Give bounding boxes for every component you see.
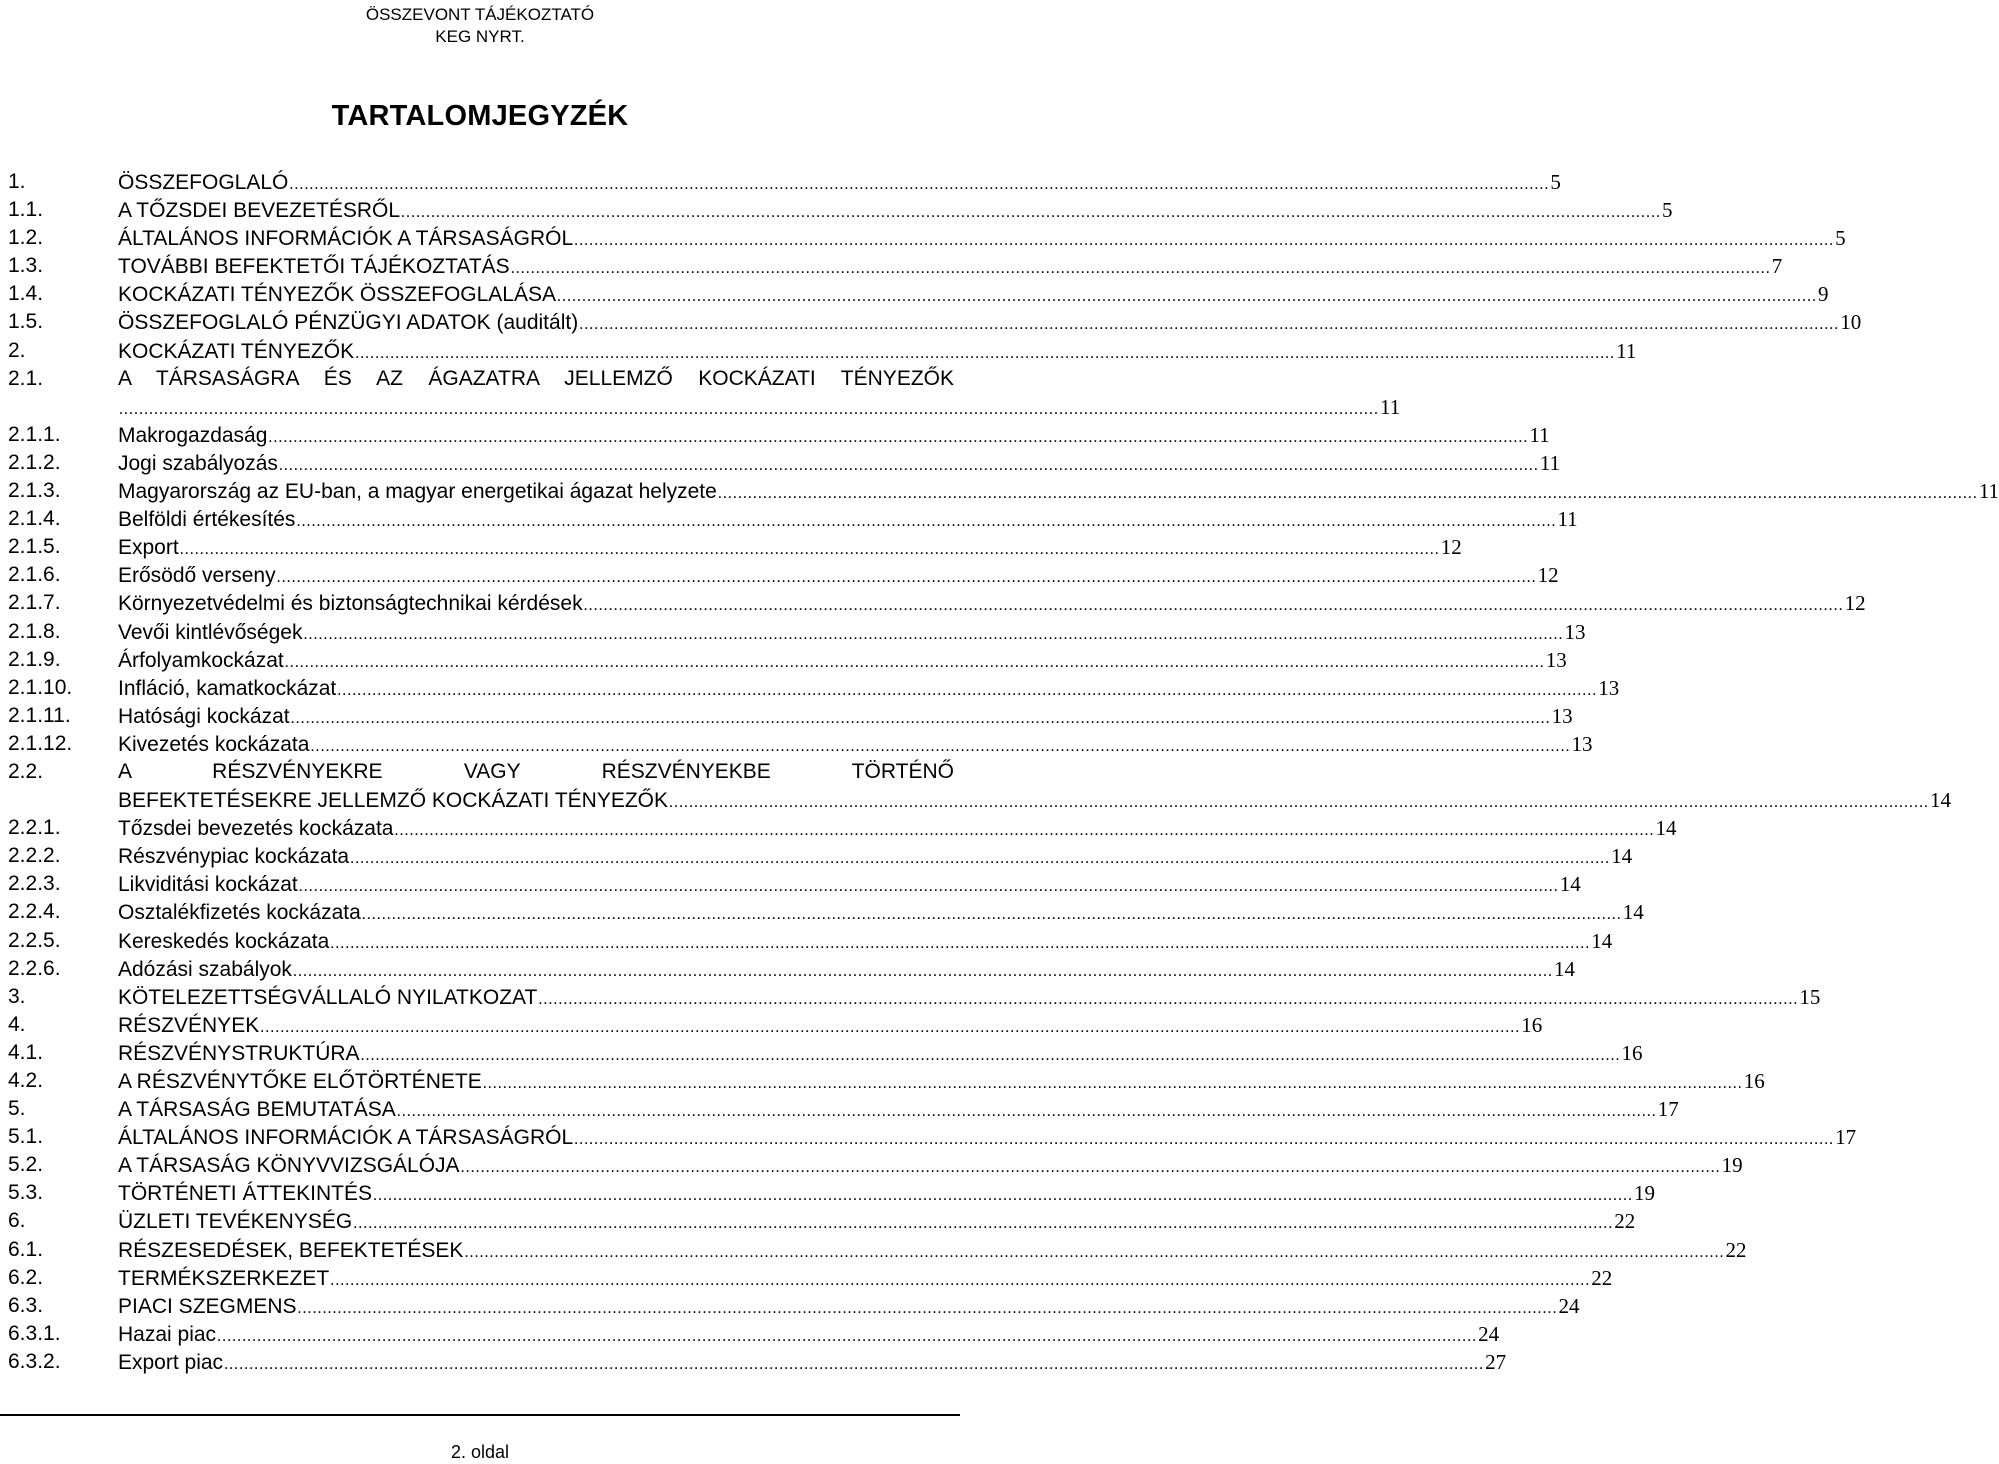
toc-entry-body xyxy=(118,252,1783,283)
toc-entry-number: 1.4. xyxy=(8,282,44,306)
toc-dot-leader xyxy=(718,480,1978,508)
toc-entry-label: Jogi szabályozás xyxy=(118,451,278,475)
toc-entry[interactable] xyxy=(0,393,1401,421)
toc-dot-leader xyxy=(217,1323,1477,1351)
toc-entry-page: 14 xyxy=(1622,900,1644,925)
toc-entry-page: 24 xyxy=(1478,1321,1500,1346)
toc-entry-body xyxy=(118,983,1821,1014)
toc-dot-leader xyxy=(299,873,1559,901)
toc-entry-label: RÉSZVÉNYEK xyxy=(118,1013,260,1037)
toc-entry[interactable] xyxy=(0,1039,1643,1067)
toc-entry-label: RÉSZVÉNYSTRUKTÚRA xyxy=(118,1041,360,1065)
toc-entry-number: 2.2.1. xyxy=(8,816,61,840)
toc-entry[interactable] xyxy=(0,224,1846,252)
toc-entry-label: Hazai piac xyxy=(118,1322,217,1346)
toc-entry-number: 6. xyxy=(8,1209,26,1233)
toc-entry[interactable] xyxy=(0,196,1673,224)
toc-dot-leader xyxy=(310,733,1570,761)
toc-entry-page: 14 xyxy=(1591,928,1613,953)
toc-entry[interactable] xyxy=(0,505,1578,533)
header-company-name: KEG NYRT. xyxy=(435,27,525,46)
toc-entry-number: 5.1. xyxy=(8,1125,44,1149)
toc-entry-label: ÖSSZEFOGLALÓ PÉNZÜGYI ADATOK (auditált) xyxy=(118,311,579,335)
toc-entry[interactable] xyxy=(0,308,1862,336)
toc-entry-body xyxy=(118,1011,1543,1042)
toc-entry-body xyxy=(118,533,1462,564)
toc-entry[interactable] xyxy=(0,1292,1580,1320)
toc-entry-body xyxy=(118,1207,1636,1238)
toc-entry-number: 2.1.10. xyxy=(8,675,73,699)
toc-entry[interactable] xyxy=(0,730,1593,758)
toc-dot-leader xyxy=(303,621,1563,649)
toc-entry-body xyxy=(118,280,1829,311)
toc-dot-leader xyxy=(289,171,1549,199)
toc-entry-page: 12 xyxy=(1537,563,1559,588)
toc-entry-label: ÁLTALÁNOS INFORMÁCIÓK A TÁRSASÁGRÓL xyxy=(118,227,574,251)
toc-entry-number: 2.1. xyxy=(8,366,44,390)
toc-entry-page: 11 xyxy=(1616,338,1637,363)
toc-entry-number: 5.3. xyxy=(8,1181,44,1205)
toc-entry[interactable] xyxy=(0,168,1561,196)
toc-entry[interactable] xyxy=(0,927,1613,955)
toc-entry-label: Belföldi értékesítés xyxy=(118,508,296,532)
toc-entry-page: 14 xyxy=(1559,872,1581,897)
toc-entry[interactable] xyxy=(0,1179,1655,1207)
toc-entry-number: 2.1.2. xyxy=(8,450,61,474)
toc-entry-number: 3. xyxy=(8,984,26,1008)
toc-entry[interactable] xyxy=(0,618,1586,646)
toc-entry-number: 2.2.6. xyxy=(8,956,61,980)
toc-dot-leader xyxy=(119,396,1379,424)
toc-entry-label: A TÁRSASÁG KÖNYVVIZSGÁLÓJA xyxy=(118,1154,460,1178)
toc-entry[interactable] xyxy=(0,1348,1507,1376)
toc-entry-label: RÉSZESEDÉSEK, BEFEKTETÉSEK xyxy=(118,1238,464,1262)
toc-dot-leader xyxy=(293,958,1553,986)
toc-entry-body xyxy=(118,870,1581,901)
toc-dot-leader xyxy=(373,1182,1633,1210)
toc-entry-body xyxy=(118,224,1846,255)
toc-entry-number: 2.2.5. xyxy=(8,928,61,952)
toc-entry-page: 11 xyxy=(1978,479,1999,504)
toc-entry-body xyxy=(118,898,1644,929)
toc-entry-label: TERMÉKSZERKEZET xyxy=(118,1266,330,1290)
toc-entry-label: Makrogazdaság xyxy=(118,423,268,447)
toc-entry-body xyxy=(118,674,1620,705)
toc-dot-leader xyxy=(353,1210,1613,1238)
toc-dot-leader xyxy=(279,452,1539,480)
toc-entry[interactable] xyxy=(0,1320,1500,1348)
toc-dot-leader xyxy=(574,227,1834,255)
toc-entry-number: 6.3.2. xyxy=(8,1349,61,1373)
toc-entry-body xyxy=(118,196,1673,227)
toc-entry-body xyxy=(118,786,1952,817)
toc-entry-label: KÖTELEZETTSÉGVÁLLALÓ NYILATKOZAT xyxy=(118,985,538,1009)
toc-entry[interactable] xyxy=(0,646,1567,674)
toc-entry-number: 1.1. xyxy=(8,198,44,222)
toc-entry[interactable] xyxy=(0,561,1559,589)
toc-entry-body xyxy=(118,337,1637,368)
toc-entry-label: Árfolyamkockázat xyxy=(118,648,284,672)
toc-entry[interactable] xyxy=(0,252,1783,280)
toc-entry[interactable] xyxy=(0,533,1462,561)
toc-entry-number: 2.1.11. xyxy=(8,703,71,727)
toc-entry-body xyxy=(118,814,1677,845)
toc-entry-body xyxy=(118,927,1613,958)
toc-entry-page: 7 xyxy=(1771,254,1783,279)
toc-dot-leader xyxy=(350,845,1610,873)
toc-dot-leader xyxy=(330,930,1590,958)
toc-entry-page: 11 xyxy=(1529,422,1550,447)
toc-entry-label: ÁLTALÁNOS INFORMÁCIÓK A TÁRSASÁGRÓL xyxy=(118,1126,574,1150)
toc-entry-label: Tőzsdei bevezetés kockázata xyxy=(118,817,394,841)
toc-entry-label: KOCKÁZATI TÉNYEZŐK xyxy=(118,339,355,363)
toc-dot-leader xyxy=(669,789,1929,817)
footer-divider xyxy=(0,1414,960,1416)
toc-entry-body xyxy=(118,449,1561,480)
toc-entry-page: 14 xyxy=(1930,788,1952,813)
toc-entry[interactable] xyxy=(0,449,1561,477)
toc-entry-page: 15 xyxy=(1799,984,1821,1009)
toc-entry-page: 14 xyxy=(1611,844,1633,869)
toc-entry-number: 1.2. xyxy=(8,226,44,250)
toc-entry-label: Adózási szabályok xyxy=(118,957,292,981)
toc-dot-leader xyxy=(394,817,1654,845)
toc-entry-page: 12 xyxy=(1440,535,1462,560)
toc-entry-page: 19 xyxy=(1721,1153,1743,1178)
toc-entry[interactable] xyxy=(0,758,960,786)
toc-dot-leader xyxy=(362,901,1622,929)
toc-entry-body xyxy=(118,758,954,786)
toc-entry-label: Hatósági kockázat xyxy=(118,704,290,728)
toc-entry-number: 4.2. xyxy=(8,1069,44,1092)
toc-entry-label: A TŐZSDEI BEVEZETÉSRŐL xyxy=(118,199,401,223)
toc-entry-label: Magyarország az EU-ban, a magyar energetikai ágazat helyzete xyxy=(118,480,717,504)
toc-entry-body xyxy=(118,1348,1507,1379)
toc-entry-label: A TÁRSASÁGRA ÉS AZ ÁGAZATRA JELLEMZŐ KOCKÁZATI TÉNYEZŐK xyxy=(118,366,954,390)
toc-entry-label: Osztalékfizetés kockázata xyxy=(118,901,361,925)
toc-entry-number: 2.1.5. xyxy=(8,535,61,559)
toc-entry-number: 6.3. xyxy=(8,1293,44,1317)
toc-entry-page: 9 xyxy=(1818,282,1829,307)
toc-entry[interactable] xyxy=(0,842,1633,870)
toc-entry-label: ÜZLETI TEVÉKENYSÉG xyxy=(118,1210,353,1234)
toc-dot-leader xyxy=(483,1070,1743,1098)
toc-entry[interactable] xyxy=(0,870,1581,898)
toc-entry-label: ÖSSZEFOGLALÓ xyxy=(118,171,289,194)
toc-entry-body xyxy=(118,1095,1679,1126)
toc-entry-page: 22 xyxy=(1614,1209,1636,1234)
toc-entry-body xyxy=(118,505,1578,536)
toc-entry-label: A RÉSZVÉNYTŐKE ELŐTÖRTÉNETE xyxy=(118,1070,482,1093)
toc-entry-number: 2.1.3. xyxy=(8,479,61,503)
toc-entry-page: 5 xyxy=(1550,170,1561,194)
toc-entry-body xyxy=(118,1039,1643,1070)
toc-dot-leader xyxy=(397,1098,1657,1126)
toc-dot-leader xyxy=(464,1239,1724,1267)
toc-entry-body xyxy=(118,168,1561,199)
toc-entry[interactable] xyxy=(0,1151,1743,1179)
toc-entry-page: 17 xyxy=(1657,1097,1679,1122)
toc-entry[interactable] xyxy=(0,786,1952,814)
toc-entry-body xyxy=(118,421,1550,452)
toc-entry-label: Export xyxy=(118,536,179,560)
toc-entry-page: 17 xyxy=(1835,1125,1857,1150)
toc-entry-label: Kereskedés kockázata xyxy=(118,929,330,953)
toc-dot-leader xyxy=(260,1014,1520,1042)
toc-entry-number: 2.2.3. xyxy=(8,872,61,896)
toc-entry-number: 1. xyxy=(8,170,26,193)
toc-entry-label: TÖRTÉNETI ÁTTEKINTÉS xyxy=(118,1182,372,1206)
toc-entry-number: 4. xyxy=(8,1012,26,1036)
toc-dot-leader xyxy=(361,1042,1621,1070)
toc-entry-body xyxy=(118,1151,1743,1182)
toc-entry-number: 1.3. xyxy=(8,254,44,278)
toc-entry-page: 14 xyxy=(1655,816,1677,841)
toc-dot-leader xyxy=(291,705,1551,733)
toc-entry-number: 2.1.6. xyxy=(8,563,61,587)
toc-dot-leader xyxy=(180,536,1440,564)
toc-entry-page: 16 xyxy=(1743,1069,1765,1093)
toc-entry-number: 2. xyxy=(8,338,26,362)
toc-dot-leader xyxy=(337,677,1597,705)
toc-entry[interactable] xyxy=(0,477,1999,505)
toc-entry-page: 27 xyxy=(1485,1349,1507,1374)
toc-entry-page: 24 xyxy=(1558,1293,1580,1318)
toc-entry-body xyxy=(118,308,1862,339)
toc-entry-page: 14 xyxy=(1553,956,1575,981)
toc-entry-number: 2.2.2. xyxy=(8,844,61,868)
toc-entry-number: 2.1.7. xyxy=(8,591,61,615)
toc-entry-number: 5. xyxy=(8,1097,26,1121)
toc-entry-label: Kivezetés kockázata xyxy=(118,732,310,756)
toc-dot-leader xyxy=(268,424,1528,452)
toc-entry-body xyxy=(118,589,1866,620)
toc-entry[interactable] xyxy=(0,1123,1857,1151)
toc-entry-page: 13 xyxy=(1571,731,1593,756)
toc-entry-body xyxy=(118,1236,1747,1267)
toc-entry[interactable] xyxy=(0,1236,1747,1264)
toc-entry-page: 10 xyxy=(1840,310,1862,335)
toc-entry[interactable] xyxy=(0,814,1677,842)
toc-entry-page: 13 xyxy=(1598,675,1620,700)
toc-entry-body xyxy=(118,477,1999,508)
toc-entry-page: 12 xyxy=(1844,591,1866,616)
toc-entry-page: 16 xyxy=(1521,1012,1543,1037)
toc-entry-label: A TÁRSASÁG BEMUTATÁSA xyxy=(118,1098,396,1122)
toc-entry-number: 6.2. xyxy=(8,1265,44,1289)
toc-dot-leader xyxy=(401,199,1661,227)
toc-entry-body xyxy=(118,1179,1655,1210)
toc-dot-leader xyxy=(224,1351,1484,1379)
toc-entry-body xyxy=(118,618,1586,649)
toc-dot-leader xyxy=(330,1267,1590,1295)
toc-dot-leader xyxy=(511,255,1771,283)
toc-dot-leader xyxy=(579,311,1839,339)
toc-entry-body xyxy=(118,393,1401,424)
toc-dot-leader xyxy=(461,1154,1721,1182)
toc-entry-number: 2.1.9. xyxy=(8,647,61,671)
page-header xyxy=(0,4,960,48)
toc-entry[interactable] xyxy=(0,983,1821,1011)
toc-dot-leader xyxy=(296,508,1556,536)
toc-entry-page: 5 xyxy=(1835,226,1846,251)
toc-entry-page: 5 xyxy=(1662,198,1673,223)
toc-entry-body xyxy=(118,1292,1580,1323)
toc-entry-body xyxy=(118,955,1575,986)
toc-entry-page: 22 xyxy=(1725,1237,1747,1262)
toc-dot-leader xyxy=(355,340,1615,368)
toc-dot-leader xyxy=(285,649,1545,677)
toc-entry-number: 2.2. xyxy=(8,759,44,783)
toc-entry-label: Vevői kintlévőségek xyxy=(118,620,303,644)
toc-entry-label: Export piac xyxy=(118,1350,224,1374)
toc-entry[interactable] xyxy=(0,1264,1613,1292)
toc-entry[interactable] xyxy=(0,702,1573,730)
toc-entry-body xyxy=(118,730,1593,761)
toc-entry-page: 13 xyxy=(1551,703,1573,728)
toc-entry[interactable] xyxy=(0,589,1866,617)
toc-entry-body xyxy=(118,1067,1765,1098)
toc-entry-body xyxy=(118,1264,1613,1295)
toc-entry-label: PIACI SZEGMENS xyxy=(118,1294,297,1318)
toc-entry[interactable] xyxy=(0,955,1575,983)
toc-entry[interactable] xyxy=(0,1011,1543,1039)
toc-entry[interactable] xyxy=(0,280,1829,308)
toc-entry-label: BEFEKTETÉSEKRE JELLEMZŐ KOCKÁZATI TÉNYEZŐK xyxy=(118,789,669,813)
toc-entry-number: 6.1. xyxy=(8,1237,44,1261)
page-number: 2. oldal xyxy=(450,1442,510,1462)
toc-entry-label: TOVÁBBI BEFEKTETŐI TÁJÉKOZTATÁS xyxy=(118,255,510,279)
toc-entry-page: 19 xyxy=(1633,1181,1655,1206)
toc-entry-number: 2.2.4. xyxy=(8,900,61,924)
toc-entry-label: Környezetvédelmi és biztonságtechnikai kérdések xyxy=(118,592,583,616)
toc-entry-body xyxy=(118,561,1559,592)
toc-entry-page: 13 xyxy=(1564,619,1586,644)
toc-entry-label: Részvénypiac kockázata xyxy=(118,845,350,869)
toc-entry-body xyxy=(118,365,954,393)
toc-dot-leader xyxy=(277,564,1537,592)
toc-entry-label: KOCKÁZATI TÉNYEZŐK ÖSSZEFOGLALÁSA xyxy=(118,283,556,307)
toc-entry-number: 5.2. xyxy=(8,1153,44,1177)
toc-entry-body xyxy=(118,1123,1857,1154)
toc-entry[interactable] xyxy=(0,1207,1636,1235)
toc-entry[interactable] xyxy=(0,1095,1679,1123)
toc-entry-number: 1.5. xyxy=(8,310,44,334)
toc-dot-leader xyxy=(574,1126,1834,1154)
toc-entry-number: 2.1.1. xyxy=(8,422,61,446)
toc-entry-page: 11 xyxy=(1557,507,1578,532)
toc-entry-body xyxy=(118,702,1573,733)
toc-entry-number: 4.1. xyxy=(8,1040,44,1064)
toc-entry-number: 2.1.4. xyxy=(8,507,61,531)
toc-entry-label: Infláció, kamatkockázat xyxy=(118,676,337,700)
toc-entry-label: Likviditási kockázat xyxy=(118,873,298,897)
toc-dot-leader xyxy=(557,283,1817,311)
toc-entry-page: 11 xyxy=(1380,394,1401,419)
toc-entry[interactable] xyxy=(0,1067,1765,1095)
toc-entry[interactable] xyxy=(0,898,1644,926)
toc-entry-label: A RÉSZVÉNYEKRE VAGY RÉSZVÉNYEKBE TÖRTÉNŐ xyxy=(118,759,954,783)
toc-entry-body xyxy=(118,646,1567,677)
toc-entry[interactable] xyxy=(0,674,1620,702)
toc-entry-page: 16 xyxy=(1621,1040,1643,1065)
toc-entry-page: 13 xyxy=(1545,647,1567,672)
toc-entry-number: 6.3.1. xyxy=(8,1321,61,1345)
toc-entry-number: 2.1.8. xyxy=(8,619,61,643)
toc-dot-leader xyxy=(298,1295,1558,1323)
toc-entry-label: Erősödő verseny xyxy=(118,564,276,588)
toc-entry[interactable] xyxy=(0,421,1550,449)
table-of-contents xyxy=(0,168,1999,1376)
toc-dot-leader xyxy=(538,986,1798,1014)
toc-dot-leader xyxy=(584,592,1844,620)
toc-entry-body xyxy=(118,1320,1500,1351)
toc-entry-body xyxy=(118,842,1633,873)
header-document-type: ÖSSZEVONT TÁJÉKOZTATÓ xyxy=(365,5,595,24)
page-title: TARTALOMJEGYZÉK xyxy=(331,100,629,132)
toc-entry-number: 2.1.12. xyxy=(8,731,73,755)
toc-entry[interactable] xyxy=(0,337,1637,365)
toc-entry-page: 22 xyxy=(1591,1265,1613,1290)
toc-entry-page: 11 xyxy=(1539,450,1561,475)
toc-entry[interactable] xyxy=(0,365,960,393)
